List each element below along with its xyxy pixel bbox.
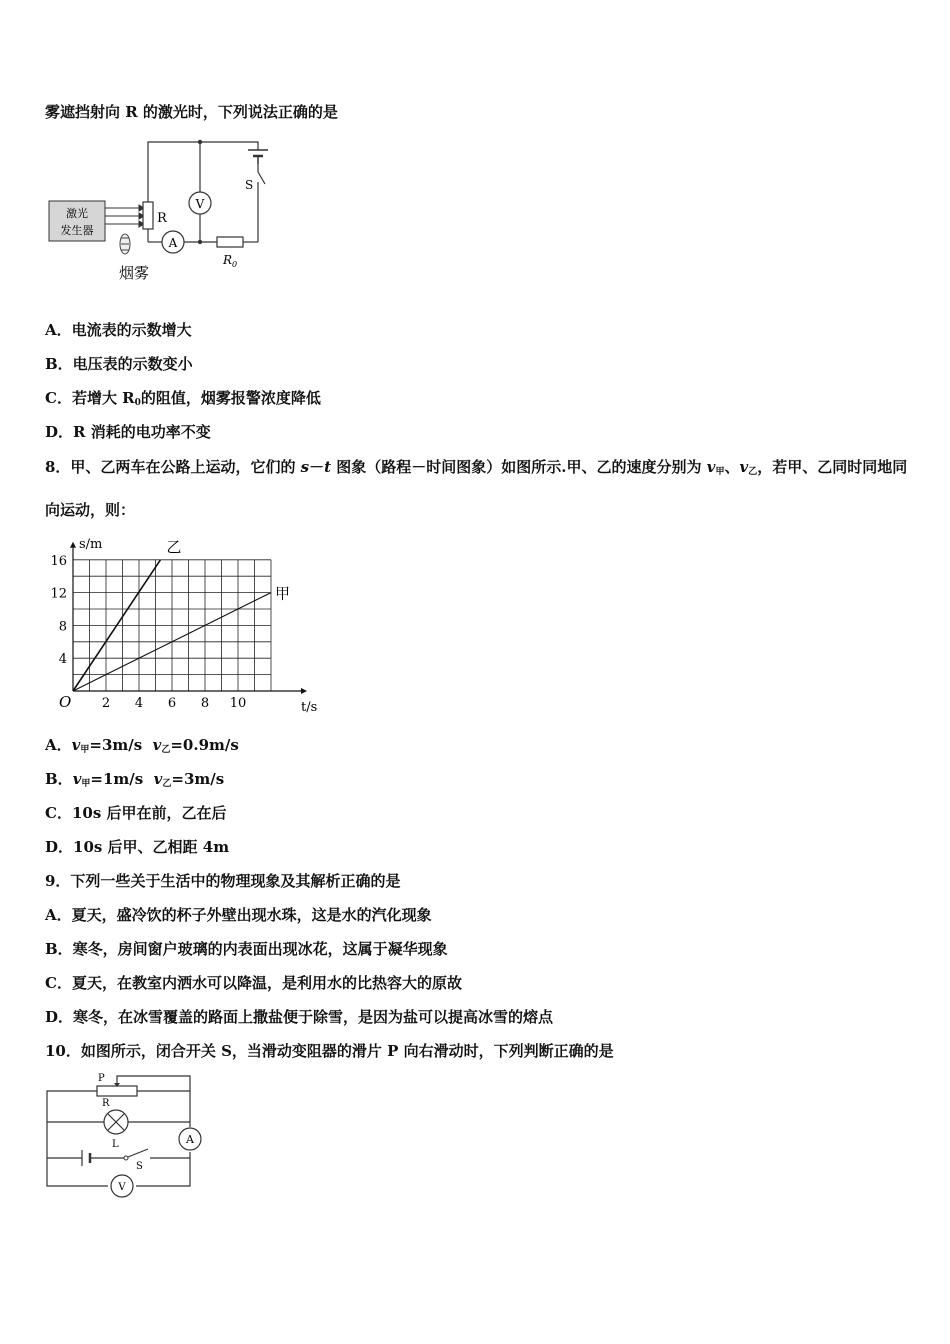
y-axis-arrow [70,542,76,548]
q8-a-pre: A． [45,736,72,754]
y-tick-label: 12 [50,586,67,602]
origin-label: O [59,693,72,711]
x-tick-label: 2 [101,696,111,711]
q8-a-mid: =3m/s [89,736,153,754]
x-tick-label: 8 [200,696,210,711]
q9-stem: 9．下列一些关于生活中的物理现象及其解析正确的是 [45,872,401,890]
y-tick-label: 4 [58,652,67,668]
q8-option-a [45,735,239,760]
q8-stem-part3: ，若甲、乙同时同地同向运动，则： [45,458,908,519]
q8-option-c: C．10s 后甲在前，乙在后 [45,804,227,822]
q8-stem-v1: v [706,458,716,476]
q7-option-c-pre: C．若增大 R [45,389,135,407]
voltmeter-label: V [195,197,205,211]
x-axis-label: t/s [301,700,318,715]
q8-stem-s: s [300,458,310,476]
y-tick-label: 8 [58,619,67,635]
battery-symbol-10 [82,1150,90,1166]
x-tick-label: 6 [167,696,177,711]
q8-b-v2-sub: 乙 [162,779,172,789]
q10-stem: 10．如图所示，闭合开关 S，当滑动变阻器的滑片 P 向右滑动时，下列判断正确的是 [45,1042,614,1060]
q8-stem-v2: v [739,458,749,476]
q8-b-mid: =1m/s [90,770,154,788]
q9-option-a: A．夏天，盛冷饮的杯子外壁出现水珠，这是水的汽化现象 [45,906,432,924]
laser-label-2: 发生器 [60,224,94,237]
q8-b-end: =3m/s [171,770,225,788]
q8-stem-v1-sub: 甲 [715,467,725,477]
l-label: L [112,1139,119,1150]
s-label-10: S [136,1161,143,1172]
smoke-label: 烟雾 [119,264,150,282]
q7-stem-tail: 雾遮挡射向 R 的激光时，下列说法正确的是 [45,103,338,121]
q9-option-b: B．寒冬，房间窗户玻璃的内表面出现冰花，这属于凝华现象 [45,940,448,958]
q8-b-pre: B． [45,770,73,788]
junction-dot [198,240,202,244]
ammeter-label-10: A [186,1133,194,1146]
q7-option-b: B．电压表的示数变小 [45,355,193,373]
laser-label-1: 激光 [66,207,88,220]
q8-stem [45,448,915,529]
q7-option-d: D．R 消耗的电功率不变 [45,423,211,441]
switch-s [258,164,265,184]
rheostat-r [97,1086,137,1096]
switch-s-blade [128,1149,148,1157]
smoke-icon [120,234,130,254]
laser-beam-arrows [105,205,144,227]
q8-a-v1: v [71,736,81,754]
resistor-r0 [217,237,243,247]
y-tick-label: 16 [50,553,67,569]
q8-b-v1-sub: 甲 [81,779,91,789]
switch-pivot [124,1156,128,1160]
q8-stem-part1: 8．甲、乙两车在公路上运动，它们的 [45,458,301,476]
q8-a-v1-sub: 甲 [80,745,90,755]
p-label: P [98,1073,105,1084]
q9-option-d: D．寒冬，在冰雪覆盖的路面上撒盐便于除雪，是因为盐可以提高冰雪的熔点 [45,1008,554,1026]
q8-option-d: D．10s 后甲、乙相距 4m [45,838,230,856]
q8-stem-dash: － [309,458,325,476]
q7-option-c-post: 的阻值，烟雾报警浓度降低 [140,389,321,407]
q8-b-v2: v [153,770,163,788]
voltmeter-label-10: V [118,1182,126,1193]
q8-a-end: =0.9m/s [170,736,239,754]
q8-a-v2: v [152,736,162,754]
y-axis-label: s/m [79,536,103,552]
r-label: R [157,211,167,226]
battery-symbol [248,150,268,164]
q8-stem-sep: 、 [724,458,740,476]
x-tick-label: 10 [229,696,247,711]
x-tick-label: 4 [134,696,144,711]
r0-label: $R_0$ [223,253,238,269]
q8-stem-t: t [324,458,332,476]
photo-resistor-r [143,202,153,229]
q8-option-b [45,769,224,794]
ammeter-label: A [168,236,178,250]
q8-a-v2-sub: 乙 [161,745,171,755]
q8-b-v1: v [72,770,82,788]
q7-option-a: A．电流表的示数增大 [45,321,192,339]
x-axis-arrow [301,688,307,694]
series-label-jia: 甲 [275,584,291,603]
series-label-yi: 乙 [166,537,182,556]
q8-stem-part2: 图象（路程－时间图象）如图所示.甲、乙的速度分别为 [331,458,707,476]
q7-option-c-sub: 0 [134,398,141,408]
junction-dot [198,140,202,144]
q7-option-c [45,388,321,413]
q8-stem-v2-sub: 乙 [748,467,758,477]
r-label-10: R [102,1098,110,1109]
q8-st-graph [45,528,318,718]
q10-circuit-diagram [42,1070,212,1204]
q7-circuit-diagram [45,134,285,284]
switch-label: S [245,178,254,192]
q9-option-c: C．夏天，在教室内洒水可以降温，是利用水的比热容大的原故 [45,974,462,992]
